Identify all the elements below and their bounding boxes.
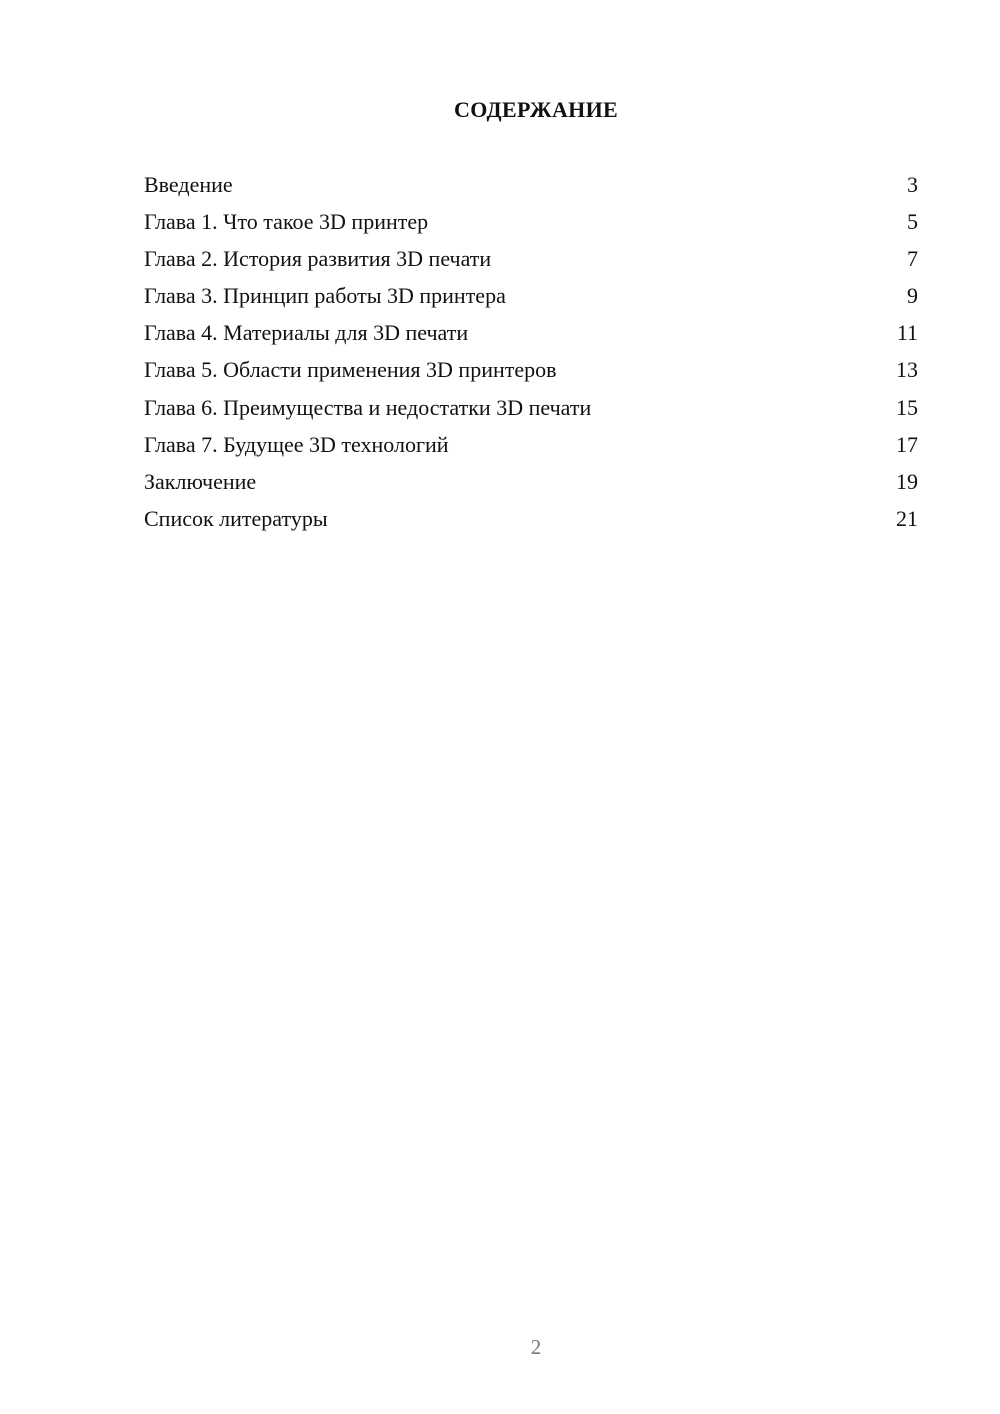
toc-entry-page: 17 bbox=[896, 431, 918, 457]
toc-entry-chapter-7 bbox=[144, 430, 918, 467]
toc-entry-chapter-3 bbox=[144, 281, 918, 318]
toc-entry-title: Список литературы bbox=[144, 505, 328, 531]
toc-entry-title: Глава 2. История развития 3D печати bbox=[144, 246, 492, 272]
toc-entry-page: 3 bbox=[907, 172, 918, 197]
toc-entry-title: Глава 7. Будущее 3D технологий bbox=[144, 431, 449, 457]
toc-entry-chapter-5 bbox=[144, 355, 918, 392]
toc-entry-chapter-1 bbox=[144, 207, 918, 244]
toc-entry-chapter-2 bbox=[144, 244, 918, 281]
toc-entry-chapter-4 bbox=[144, 318, 918, 355]
toc-entry-title: Глава 3. Принцип работы 3D принтера bbox=[144, 283, 506, 309]
toc-entry-title: Введение bbox=[144, 172, 233, 197]
toc-entry-page: 5 bbox=[907, 209, 918, 235]
toc-entry-conclusion bbox=[144, 467, 918, 504]
toc-entry-page: 11 bbox=[896, 320, 918, 346]
toc-entry-page: 9 bbox=[907, 283, 918, 309]
toc-entry-title: Глава 6. Преимущества и недостатки 3D печати bbox=[144, 394, 592, 420]
table-of-contents bbox=[144, 170, 918, 541]
toc-entry-page: 21 bbox=[896, 505, 918, 531]
toc-entry-chapter-6 bbox=[144, 393, 918, 430]
toc-entry-page: 7 bbox=[907, 246, 918, 272]
toc-entry-title: Глава 1. Что такое 3D принтер bbox=[144, 209, 429, 235]
toc-entry-page: 13 bbox=[896, 357, 918, 383]
toc-entry-page: 15 bbox=[896, 394, 918, 420]
toc-entry-introduction bbox=[144, 170, 918, 207]
toc-entry-references bbox=[144, 504, 918, 541]
toc-entry-page: 19 bbox=[896, 468, 918, 494]
toc-entry-title: Глава 4. Материалы для 3D печати bbox=[144, 320, 469, 346]
toc-entry-title: Заключение bbox=[144, 468, 257, 494]
page-title: СОДЕРЖАНИЕ bbox=[454, 97, 618, 122]
toc-entry-title: Глава 5. Области применения 3D принтеров bbox=[144, 357, 557, 383]
page-number: 2 bbox=[530, 1335, 542, 1359]
